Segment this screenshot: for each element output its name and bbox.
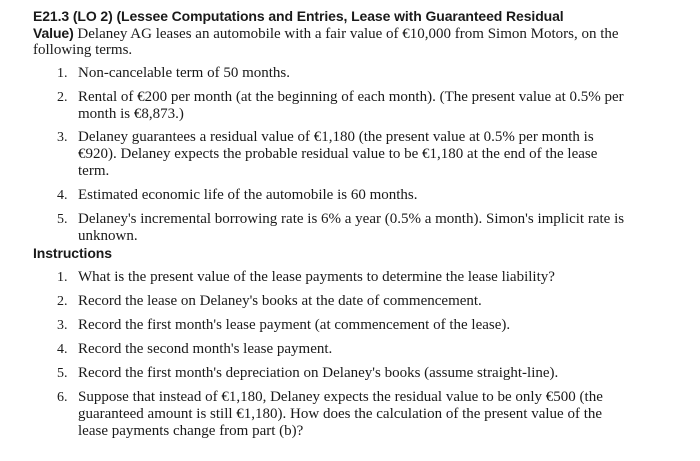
term-number: 1. (57, 66, 68, 81)
problem-intro-line-2: following terms. (33, 42, 133, 58)
instructions-heading: Instructions (33, 245, 112, 261)
problem-intro-part-1: Delaney AG leases an automobile with a fair value of €10,000 from Simon Motors, on the (77, 26, 619, 42)
term-number: 2. (57, 90, 68, 105)
instruction-text: What is the present value of the lease payments to determine the lease liability? (78, 269, 555, 285)
term-number: 3. (57, 130, 68, 145)
learning-objective-ref: (LO 2) (72, 8, 113, 24)
problem-header-line-1 (33, 8, 564, 26)
term-number: 4. (57, 188, 68, 203)
term-text: Delaney's incremental borrowing rate is 6% a year (0.5% a month). Simon's implicit rate is (78, 211, 625, 227)
problem-header-line-2 (33, 25, 619, 43)
problem-title-part-1: (Lessee Computations and Entries, Lease with Guaranteed Residual (116, 8, 564, 24)
term-text: unknown. (78, 228, 138, 244)
instruction-number: 1. (57, 270, 68, 285)
instruction-text: Record the second month's lease payment. (78, 341, 333, 357)
term-text: Estimated economic life of the automobile is 60 months. (78, 187, 418, 203)
instruction-text: Record the lease on Delaney's books at the date of commencement. (78, 293, 482, 309)
instruction-text: Record the first month's depreciation on Delaney's books (assume straight-line). (78, 365, 559, 381)
instruction-number: 2. (57, 294, 68, 309)
term-text: Rental of €200 per month (at the beginning of each month). (The present value at 0.5% per (78, 89, 624, 105)
instruction-text: guaranteed amount is still €1,180). How does the calculation of the present value of the (78, 406, 603, 422)
term-text: month is €8,873.) (78, 106, 184, 122)
instruction-number: 6. (57, 390, 68, 405)
term-text: €920). Delaney expects the probable residual value to be €1,180 at the end of the lease (78, 146, 598, 162)
instruction-number: 5. (57, 366, 68, 381)
instruction-text: Suppose that instead of €1,180, Delaney expects the residual value to be only €500 (the (78, 389, 603, 405)
instruction-number: 3. (57, 318, 68, 333)
instruction-text: lease payments change from part (b)? (78, 423, 304, 439)
problem-title-part-2: Value) (33, 25, 74, 41)
problem-code: E21.3 (33, 8, 70, 24)
instruction-number: 4. (57, 342, 68, 357)
term-number: 5. (57, 212, 68, 227)
instruction-text: Record the first month's lease payment (at commencement of the lease). (78, 317, 511, 333)
term-text: term. (78, 163, 110, 179)
term-text: Delaney guarantees a residual value of €1,180 (the present value at 0.5% per month is (78, 129, 594, 145)
term-text: Non-cancelable term of 50 months. (78, 65, 291, 81)
